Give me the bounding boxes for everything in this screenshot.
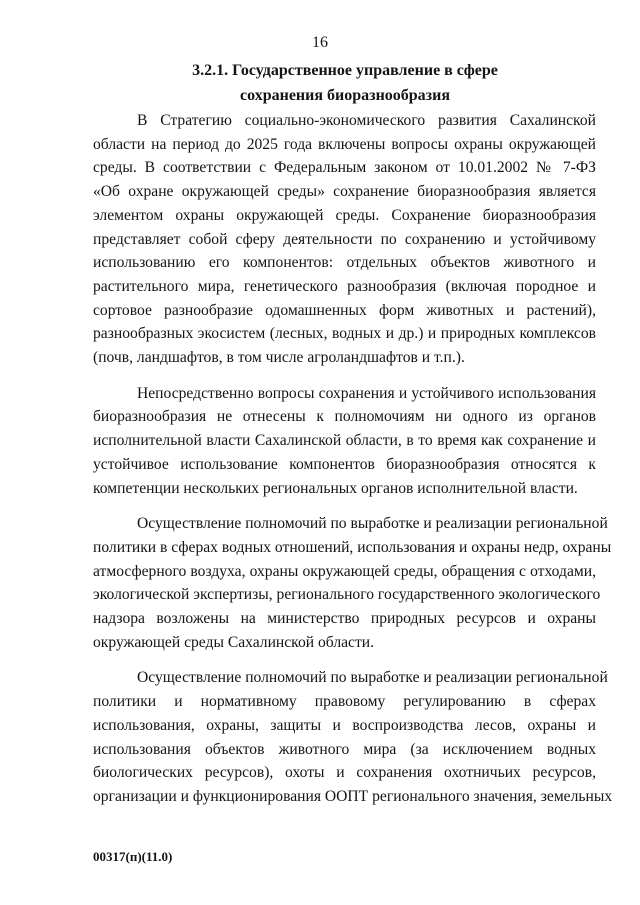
- text-line: исполнительной власти Сахалинской области, в то время как сохранение и: [93, 432, 596, 450]
- text-line: использования объектов животного мира (за исключением водных: [93, 740, 596, 758]
- text-line: биоразнообразия не отнесены к полномочиям ни одного из органов: [93, 408, 596, 426]
- text-line: растительного мира, генетического разнообразия (включая породное и: [93, 277, 596, 295]
- text-line: (почв, ландшафтов, в том числе агроландшафтов и т.п.).: [93, 349, 465, 367]
- text-line: В Стратегию социально-экономического развития Сахалинской: [137, 112, 596, 129]
- text-line: среды. В соответствии с Федеральным законом от 10.01.2002 № 7-ФЗ: [93, 159, 596, 177]
- text-line: использованию его компонентов: отдельных объектов животного и: [93, 254, 596, 272]
- text-line: политики и нормативному правовому регулированию в сферах: [93, 693, 596, 711]
- text-line: элементом охраны окружающей среды. Сохранение биоразнообразия: [93, 206, 596, 224]
- text-line: биологических ресурсов), охоты и сохранения охотничьих ресурсов,: [93, 764, 596, 782]
- section-heading-line-2: сохранения биоразнообразия: [240, 87, 450, 104]
- text-line: организации и функционирования ООПТ регионального значения, земельных: [93, 787, 613, 805]
- section-heading: [90, 58, 600, 108]
- paragraph-competence: [93, 382, 596, 501]
- text-line: представляет собой сферу деятельности по сохранению и устойчивому: [93, 230, 596, 248]
- text-line: атмосферного воздуха, охраны окружающей среды, обращения с отходами,: [93, 562, 596, 580]
- text-line: политики в сферах водных отношений, использования и охраны недр, охраны: [93, 538, 612, 556]
- page-number: 16: [312, 34, 328, 51]
- text-line: сортовое разнообразие одомашненных форм животных и растений),: [93, 301, 596, 319]
- text-line: Осуществление полномочий по выработке и реализации региональной: [137, 515, 608, 533]
- text-line: разнообразных экосистем (лесных, водных и др.) и природных комплексов: [93, 325, 596, 343]
- text-line: Осуществление полномочий по выработке и реализации региональной: [137, 669, 608, 687]
- paragraph-strategy: [93, 109, 596, 370]
- text-line: Непосредственно вопросы сохранения и устойчивого использования: [137, 384, 596, 402]
- text-line: «Об охране окружающей среды» сохранение биоразнообразия является: [93, 183, 596, 201]
- text-line: экологической экспертизы, регионального государственного экологического: [93, 586, 601, 604]
- paragraph-ministry: [93, 512, 612, 654]
- document-body: [93, 109, 613, 809]
- text-line: использования, охраны, защиты и воспроизводства лесов, охраны и: [93, 716, 596, 734]
- section-heading-line-1: 3.2.1. Государственное управление в сфере: [192, 62, 498, 79]
- text-line: надзора возложены на министерство природных ресурсов и охраны: [93, 610, 596, 628]
- paragraph-forestry: [93, 666, 613, 808]
- document-code: 00317(п)(11.0): [93, 849, 173, 864]
- text-line: окружающей среды Сахалинской области.: [93, 633, 375, 651]
- text-line: компетенции нескольких региональных органов исполнительной власти.: [93, 479, 578, 497]
- text-line: устойчивое использование компонентов биоразнообразия относятся к: [93, 455, 596, 473]
- text-line: области на период до 2025 года включены вопросы охраны окружающей: [93, 135, 596, 153]
